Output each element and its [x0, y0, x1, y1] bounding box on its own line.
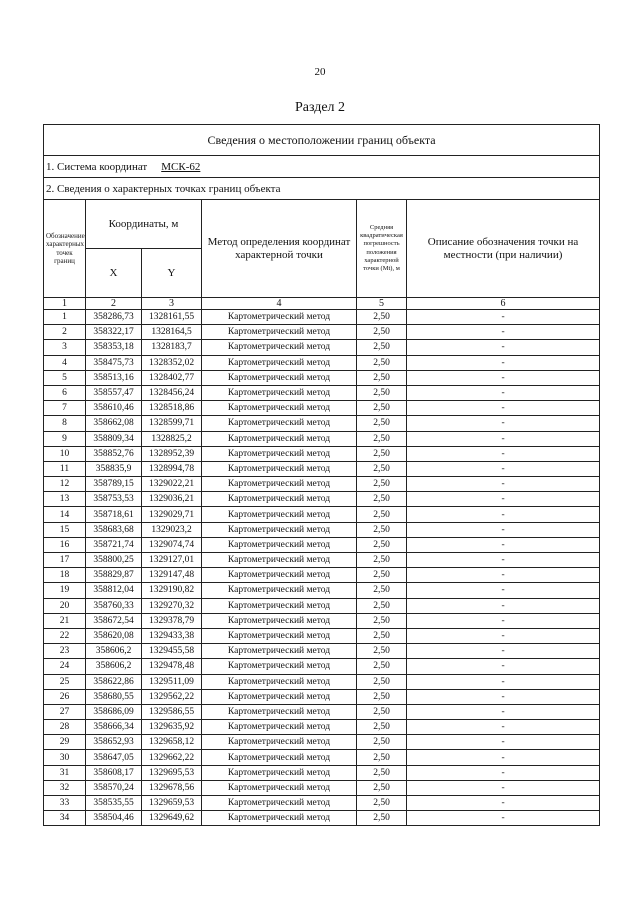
description-cell: - [407, 310, 600, 325]
coord-y-cell: 1329127,01 [142, 553, 202, 568]
description-cell: - [407, 553, 600, 568]
description-cell: - [407, 568, 600, 583]
description-cell: - [407, 644, 600, 659]
point-number-cell: 28 [44, 720, 86, 735]
method-cell: Картометрический метод [202, 446, 357, 461]
coord-x-cell: 358504,46 [86, 811, 142, 826]
coord-y-cell: 1329074,74 [142, 537, 202, 552]
coord-x-cell: 358852,76 [86, 446, 142, 461]
table-row [44, 416, 600, 431]
coord-x-cell: 358680,55 [86, 689, 142, 704]
point-number-cell: 30 [44, 750, 86, 765]
description-cell: - [407, 720, 600, 735]
table-row [44, 310, 600, 325]
table-row [44, 507, 600, 522]
table-row [44, 477, 600, 492]
description-cell: - [407, 796, 600, 811]
point-number-cell: 4 [44, 355, 86, 370]
table-row [44, 355, 600, 370]
table-row [44, 765, 600, 780]
coord-y-cell: 1329023,2 [142, 522, 202, 537]
accuracy-cell: 2,50 [357, 492, 407, 507]
coord-y-cell: 1329147,48 [142, 568, 202, 583]
col-number-5: 5 [357, 298, 407, 310]
accuracy-cell: 2,50 [357, 355, 407, 370]
table-row [44, 780, 600, 795]
coord-x-cell: 358610,46 [86, 401, 142, 416]
point-number-cell: 18 [44, 568, 86, 583]
col-header-description: Описание обозначения точки на местности (при наличии) [407, 200, 600, 298]
coord-x-cell: 358835,9 [86, 461, 142, 476]
col-header-accuracy: Средняя квадратическая погрешность положения характерной точки (Mt), м [357, 200, 407, 298]
col-header-point: Обозначение характерных точек границ [44, 200, 86, 298]
coord-x-cell: 358608,17 [86, 765, 142, 780]
coord-x-cell: 358652,93 [86, 735, 142, 750]
point-number-cell: 34 [44, 811, 86, 826]
coord-x-cell: 358812,04 [86, 583, 142, 598]
point-number-cell: 11 [44, 461, 86, 476]
table-row [44, 796, 600, 811]
point-number-cell: 27 [44, 704, 86, 719]
accuracy-cell: 2,50 [357, 704, 407, 719]
method-cell: Картометрический метод [202, 780, 357, 795]
point-number-cell: 22 [44, 628, 86, 643]
table-row [44, 750, 600, 765]
method-cell: Картометрический метод [202, 416, 357, 431]
table-row [44, 811, 600, 826]
coord-x-cell: 358683,68 [86, 522, 142, 537]
description-cell: - [407, 735, 600, 750]
point-number-cell: 31 [44, 765, 86, 780]
point-number-cell: 13 [44, 492, 86, 507]
coord-x-cell: 358647,05 [86, 750, 142, 765]
method-cell: Картометрический метод [202, 583, 357, 598]
point-number-cell: 23 [44, 644, 86, 659]
coord-y-cell: 1329190,82 [142, 583, 202, 598]
table-row [44, 492, 600, 507]
table-row [44, 720, 600, 735]
coord-y-cell: 1329678,56 [142, 780, 202, 795]
coord-y-cell: 1329022,21 [142, 477, 202, 492]
description-cell: - [407, 598, 600, 613]
coord-x-cell: 358718,61 [86, 507, 142, 522]
coord-x-cell: 358672,54 [86, 613, 142, 628]
point-number-cell: 15 [44, 522, 86, 537]
coord-y-cell: 1328161,55 [142, 310, 202, 325]
point-number-cell: 10 [44, 446, 86, 461]
coord-x-cell: 358686,09 [86, 704, 142, 719]
accuracy-cell: 2,50 [357, 674, 407, 689]
accuracy-cell: 2,50 [357, 613, 407, 628]
table-row [44, 461, 600, 476]
accuracy-cell: 2,50 [357, 583, 407, 598]
table-row [44, 553, 600, 568]
method-cell: Картометрический метод [202, 628, 357, 643]
accuracy-cell: 2,50 [357, 811, 407, 826]
coord-y-cell: 1328518,86 [142, 401, 202, 416]
description-cell: - [407, 628, 600, 643]
description-cell: - [407, 674, 600, 689]
coord-x-cell: 358286,73 [86, 310, 142, 325]
coord-y-cell: 1328164,5 [142, 325, 202, 340]
point-number-cell: 3 [44, 340, 86, 355]
coordinate-system-label: 1. Система координат [46, 160, 148, 173]
table-row [44, 401, 600, 416]
coord-x-cell: 358666,34 [86, 720, 142, 735]
coordinates-table [43, 124, 600, 826]
col-number-2: 2 [86, 298, 142, 310]
method-cell: Картометрический метод [202, 735, 357, 750]
method-cell: Картометрический метод [202, 355, 357, 370]
table-row [44, 431, 600, 446]
table-row [44, 522, 600, 537]
coord-x-cell: 358721,74 [86, 537, 142, 552]
method-cell: Картометрический метод [202, 492, 357, 507]
table-row [44, 735, 600, 750]
description-cell: - [407, 583, 600, 598]
coord-y-cell: 1329586,55 [142, 704, 202, 719]
point-number-cell: 33 [44, 796, 86, 811]
table-row [44, 704, 600, 719]
accuracy-cell: 2,50 [357, 310, 407, 325]
coord-y-cell: 1329659,53 [142, 796, 202, 811]
points-info-line: 2. Сведения о характерных точках границ объекта [44, 178, 600, 200]
method-cell: Картометрический метод [202, 310, 357, 325]
method-cell: Картометрический метод [202, 401, 357, 416]
point-number-cell: 29 [44, 735, 86, 750]
coord-x-cell: 358753,53 [86, 492, 142, 507]
accuracy-cell: 2,50 [357, 720, 407, 735]
method-cell: Картометрический метод [202, 765, 357, 780]
method-cell: Картометрический метод [202, 507, 357, 522]
coord-y-cell: 1328952,39 [142, 446, 202, 461]
coord-y-cell: 1329662,22 [142, 750, 202, 765]
accuracy-cell: 2,50 [357, 507, 407, 522]
coord-y-cell: 1329658,12 [142, 735, 202, 750]
description-cell: - [407, 461, 600, 476]
coord-x-cell: 358606,2 [86, 659, 142, 674]
description-cell: - [407, 416, 600, 431]
method-cell: Картометрический метод [202, 613, 357, 628]
description-cell: - [407, 780, 600, 795]
description-cell: - [407, 431, 600, 446]
description-cell: - [407, 765, 600, 780]
point-number-cell: 5 [44, 370, 86, 385]
description-cell: - [407, 446, 600, 461]
coord-y-cell: 1328825,2 [142, 431, 202, 446]
point-number-cell: 25 [44, 674, 86, 689]
coord-y-cell: 1328352,02 [142, 355, 202, 370]
coord-x-cell: 358662,08 [86, 416, 142, 431]
point-number-cell: 7 [44, 401, 86, 416]
coord-x-cell: 358829,87 [86, 568, 142, 583]
description-cell: - [407, 355, 600, 370]
coord-y-cell: 1328994,78 [142, 461, 202, 476]
method-cell: Картометрический метод [202, 689, 357, 704]
point-number-cell: 24 [44, 659, 86, 674]
table-row [44, 613, 600, 628]
table-row [44, 659, 600, 674]
point-number-cell: 21 [44, 613, 86, 628]
coord-y-cell: 1329029,71 [142, 507, 202, 522]
description-cell: - [407, 537, 600, 552]
coord-x-cell: 358513,16 [86, 370, 142, 385]
coord-y-cell: 1328402,77 [142, 370, 202, 385]
col-number-1: 1 [44, 298, 86, 310]
col-number-3: 3 [142, 298, 202, 310]
coord-y-cell: 1329036,21 [142, 492, 202, 507]
method-cell: Картометрический метод [202, 750, 357, 765]
table-row [44, 628, 600, 643]
accuracy-cell: 2,50 [357, 796, 407, 811]
table-row [44, 385, 600, 400]
point-number-cell: 20 [44, 598, 86, 613]
method-cell: Картометрический метод [202, 659, 357, 674]
method-cell: Картометрический метод [202, 644, 357, 659]
table-row [44, 446, 600, 461]
description-cell: - [407, 704, 600, 719]
accuracy-cell: 2,50 [357, 553, 407, 568]
point-number-cell: 6 [44, 385, 86, 400]
accuracy-cell: 2,50 [357, 765, 407, 780]
description-cell: - [407, 477, 600, 492]
accuracy-cell: 2,50 [357, 780, 407, 795]
table-row [44, 583, 600, 598]
method-cell: Картометрический метод [202, 537, 357, 552]
coord-x-cell: 358620,08 [86, 628, 142, 643]
accuracy-cell: 2,50 [357, 659, 407, 674]
method-cell: Картометрический метод [202, 720, 357, 735]
description-cell: - [407, 340, 600, 355]
method-cell: Картометрический метод [202, 477, 357, 492]
table-row [44, 598, 600, 613]
accuracy-cell: 2,50 [357, 735, 407, 750]
accuracy-cell: 2,50 [357, 522, 407, 537]
table-row [44, 644, 600, 659]
accuracy-cell: 2,50 [357, 416, 407, 431]
coord-x-cell: 358606,2 [86, 644, 142, 659]
accuracy-cell: 2,50 [357, 446, 407, 461]
table-row [44, 537, 600, 552]
accuracy-cell: 2,50 [357, 340, 407, 355]
coord-y-cell: 1328456,24 [142, 385, 202, 400]
accuracy-cell: 2,50 [357, 401, 407, 416]
method-cell: Картометрический метод [202, 461, 357, 476]
description-cell: - [407, 689, 600, 704]
coord-y-cell: 1329649,62 [142, 811, 202, 826]
col-header-x: X [86, 249, 142, 298]
description-cell: - [407, 522, 600, 537]
point-number-cell: 14 [44, 507, 86, 522]
accuracy-cell: 2,50 [357, 628, 407, 643]
point-number-cell: 12 [44, 477, 86, 492]
method-cell: Картометрический метод [202, 385, 357, 400]
table-row [44, 689, 600, 704]
coord-y-cell: 1329270,32 [142, 598, 202, 613]
point-number-cell: 1 [44, 310, 86, 325]
accuracy-cell: 2,50 [357, 385, 407, 400]
coord-x-cell: 358557,47 [86, 385, 142, 400]
accuracy-cell: 2,50 [357, 461, 407, 476]
section-title: Раздел 2 [294, 100, 346, 115]
accuracy-cell: 2,50 [357, 598, 407, 613]
coord-y-cell: 1329511,09 [142, 674, 202, 689]
accuracy-cell: 2,50 [357, 431, 407, 446]
method-cell: Картометрический метод [202, 811, 357, 826]
coord-y-cell: 1329378,79 [142, 613, 202, 628]
coord-y-cell: 1329562,22 [142, 689, 202, 704]
coord-y-cell: 1328599,71 [142, 416, 202, 431]
description-cell: - [407, 507, 600, 522]
coord-x-cell: 358535,55 [86, 796, 142, 811]
method-cell: Картометрический метод [202, 325, 357, 340]
description-cell: - [407, 811, 600, 826]
table-title: Сведения о местоположении границ объекта [44, 125, 600, 156]
accuracy-cell: 2,50 [357, 477, 407, 492]
method-cell: Картометрический метод [202, 796, 357, 811]
coord-x-cell: 358570,24 [86, 780, 142, 795]
point-number-cell: 2 [44, 325, 86, 340]
point-number-cell: 16 [44, 537, 86, 552]
point-number-cell: 32 [44, 780, 86, 795]
accuracy-cell: 2,50 [357, 370, 407, 385]
accuracy-cell: 2,50 [357, 689, 407, 704]
point-number-cell: 17 [44, 553, 86, 568]
method-cell: Картометрический метод [202, 704, 357, 719]
method-cell: Картометрический метод [202, 522, 357, 537]
coord-x-cell: 358322,17 [86, 325, 142, 340]
accuracy-cell: 2,50 [357, 568, 407, 583]
method-cell: Картометрический метод [202, 431, 357, 446]
table-row [44, 370, 600, 385]
coord-x-cell: 358789,15 [86, 477, 142, 492]
table-row [44, 340, 600, 355]
accuracy-cell: 2,50 [357, 644, 407, 659]
table-row [44, 325, 600, 340]
col-number-6: 6 [407, 298, 600, 310]
coordinate-system-line [44, 156, 600, 178]
method-cell: Картометрический метод [202, 674, 357, 689]
coord-x-cell: 358809,34 [86, 431, 142, 446]
description-cell: - [407, 659, 600, 674]
point-number-cell: 26 [44, 689, 86, 704]
description-cell: - [407, 750, 600, 765]
coord-x-cell: 358475,73 [86, 355, 142, 370]
point-number-cell: 9 [44, 431, 86, 446]
description-cell: - [407, 613, 600, 628]
coord-x-cell: 358353,18 [86, 340, 142, 355]
page-number: 20 [314, 66, 326, 78]
coord-y-cell: 1329433,38 [142, 628, 202, 643]
table-body [44, 310, 600, 826]
method-cell: Картометрический метод [202, 568, 357, 583]
description-cell: - [407, 492, 600, 507]
method-cell: Картометрический метод [202, 598, 357, 613]
col-header-coords: Координаты, м [86, 200, 202, 249]
point-number-cell: 8 [44, 416, 86, 431]
coord-y-cell: 1329478,48 [142, 659, 202, 674]
col-header-y: Y [142, 249, 202, 298]
coord-y-cell: 1329455,58 [142, 644, 202, 659]
method-cell: Картометрический метод [202, 370, 357, 385]
coordinate-system-value: МСК-62 [161, 160, 201, 173]
description-cell: - [407, 370, 600, 385]
description-cell: - [407, 325, 600, 340]
coord-y-cell: 1328183,7 [142, 340, 202, 355]
col-header-method: Метод определения координат характерной точки [202, 200, 357, 298]
coord-y-cell: 1329635,92 [142, 720, 202, 735]
coord-x-cell: 358622,86 [86, 674, 142, 689]
coord-y-cell: 1329695,53 [142, 765, 202, 780]
description-cell: - [407, 385, 600, 400]
table-row [44, 568, 600, 583]
point-number-cell: 19 [44, 583, 86, 598]
accuracy-cell: 2,50 [357, 537, 407, 552]
accuracy-cell: 2,50 [357, 325, 407, 340]
accuracy-cell: 2,50 [357, 750, 407, 765]
coord-x-cell: 358800,25 [86, 553, 142, 568]
method-cell: Картометрический метод [202, 340, 357, 355]
coord-x-cell: 358760,33 [86, 598, 142, 613]
description-cell: - [407, 401, 600, 416]
table-row [44, 674, 600, 689]
method-cell: Картометрический метод [202, 553, 357, 568]
col-number-4: 4 [202, 298, 357, 310]
